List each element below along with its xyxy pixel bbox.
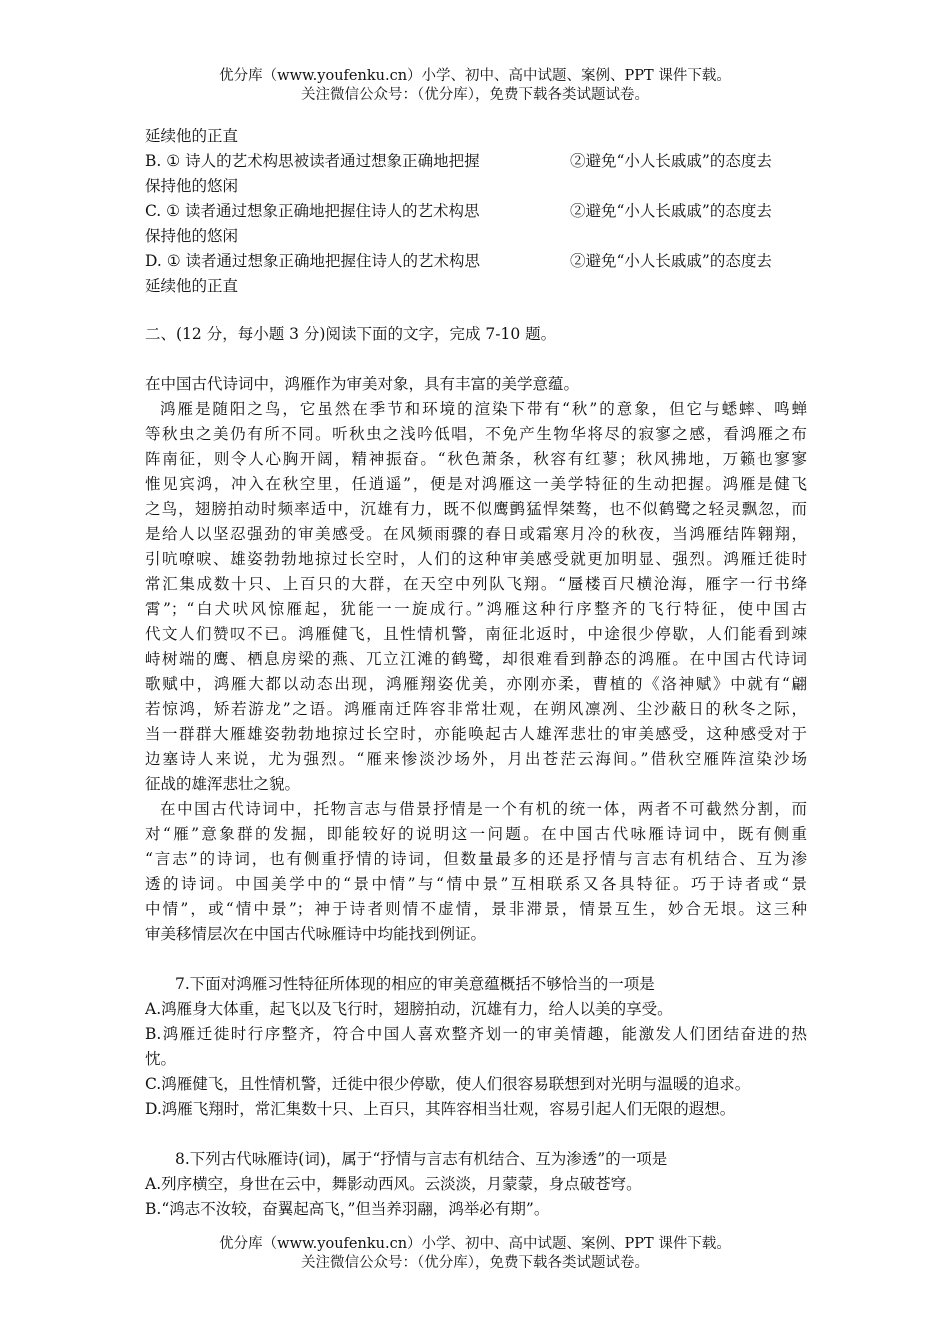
page-header-line-2: 关注微信公众号：（优分库），免费下载各类试题试卷。 <box>301 87 649 103</box>
option-b-tail: 保持他的悠闲 <box>145 177 239 195</box>
passage-p1-line: 歌赋中，鸿雁大都以动态出现，鸿雁翔姿优美，亦刚亦柔，曹植的《洛神赋》中就有“翩 <box>145 675 807 693</box>
page-header-line-1: 优分库（www.youfenku.cn）小学、初中、高中试题、案例、PPT 课件下载。 <box>219 68 731 84</box>
passage-p2-line: 对“雁”意象群的发掘，即能较好的说明这一问题。在中国古代咏雁诗词中，既有侧重 <box>145 825 807 843</box>
question-7-option-b-tail: 忱。 <box>145 1050 177 1068</box>
passage-p1-line: 鸿雁是随阳之鸟，它虽然在季节和环境的渲染下带有“秋”的意象，但它与蟋蟀、鸣蝉 <box>160 400 807 418</box>
passage-p2-line: 中情”，或“情中景”；神于诗者则情不虚情，景非滞景，情景互生，妙合无垠。这三种 <box>145 900 807 918</box>
option-c-left: C. ① 读者通过想象正确地把握住诗人的艺术构思 <box>145 202 480 220</box>
passage-p1-line: 征战的雄浑悲壮之貌。 <box>145 775 301 793</box>
passage-p2-line: “言志”的诗词，也有侧重抒情的诗词，但数量最多的还是抒情与言志有机结合、互为渗 <box>145 850 807 868</box>
option-d-right: ②避免“小人长戚戚”的态度去 <box>570 252 772 270</box>
question-7-option-d: D.鸿雁飞翔时，常汇集数十只、上百只，其阵容相当壮观，容易引起人们无限的遐想。 <box>145 1100 736 1118</box>
option-c-right: ②避免“小人长戚戚”的态度去 <box>570 202 772 220</box>
passage-p2-line: 审美移情层次在中国古代咏雁诗中均能找到例证。 <box>145 925 487 943</box>
passage-p1-line: 霄”；“白犬吠风惊雁起，犹能一一旋成行。”鸿雁这种行序整齐的飞行特征，使中国古 <box>145 600 807 618</box>
passage-p1-line: 等秋虫之美仍有所不同。听秋虫之浅吟低唱，不免产生物华将尽的寂寥之感，看鸿雁之布 <box>145 425 807 443</box>
passage-p1-line: 引吭嘹唳、雄姿勃勃地掠过长空时，人们的这种审美感受就更加明显、强烈。鸿雁迁徙时 <box>145 550 807 568</box>
page-footer-line-2: 关注微信公众号：（优分库），免费下载各类试题试卷。 <box>301 1255 649 1271</box>
passage-p2-line: 在中国古代诗词中，托物言志与借景抒情是一个有机的统一体，两者不可截然分割，而 <box>160 800 807 818</box>
question-7-stem: 7.下面对鸿雁习性特征所体现的相应的审美意蕴概括不够恰当的一项是 <box>175 975 655 993</box>
question-8-stem: 8.下列古代咏雁诗(词)，属于“抒情与言志有机结合、互为渗透”的一项是 <box>175 1150 668 1168</box>
passage-p1-line: 若惊鸿，矫若游龙”之语。鸿雁南迁阵容非常壮观，在朔风凛冽、尘沙蔽日的秋冬之际， <box>145 700 807 718</box>
option-d-left: D. ① 读者通过想象正确地把握住诗人的艺术构思 <box>145 252 481 270</box>
passage-p1-line: 之鸟，翅膀拍动时频率适中，沉雄有力，既不似鹰鹯猛悍桀骜，也不似鹤鹭之轻灵飘忽，而 <box>145 500 807 518</box>
question-8-option-a: A.列序横空，身世在云中，舞影动西风。云淡淡，月蒙蒙，身点破苍穹。 <box>145 1175 642 1193</box>
passage-p2-line: 透的诗词。中国美学中的“景中情”与“情中景”互相联系又各具特征。巧于诗者或“景 <box>145 875 807 893</box>
section-title: 二、(12 分，每小题 3 分)阅读下面的文字，完成 7-10 题。 <box>145 325 557 343</box>
passage-p1-line: 峙树端的鹰、栖息房梁的燕、兀立江滩的鹤鹭，却很难看到静态的鸿雁。在中国古代诗词 <box>145 650 807 668</box>
passage-p1-line: 常汇集成数十只、上百只的大群，在天空中列队飞翔。“蜃楼百尺横沧海，雁字一行书绛 <box>145 575 807 593</box>
option-c-tail: 保持他的悠闲 <box>145 227 239 245</box>
option-a-tail: 延续他的正直 <box>145 127 239 145</box>
question-8-option-b: B.“鸿志不汝较，奋翼起高飞，”但当养羽翮，鸿举必有期”。 <box>145 1200 550 1218</box>
option-d-tail: 延续他的正直 <box>145 277 239 295</box>
passage-p1-line: 边塞诗人来说，尤为强烈。“雁来惨淡沙场外，月出苍茫云海间。”借秋空雁阵渲染沙场 <box>145 750 807 768</box>
question-7-option-a: A.鸿雁身大体重，起飞以及飞行时，翅膀拍动，沉雄有力，给人以美的享受。 <box>145 1000 673 1018</box>
option-b-right: ②避免“小人长戚戚”的态度去 <box>570 152 772 170</box>
question-7-option-b: B.鸿雁迁徙时行序整齐，符合中国人喜欢整齐划一的审美情趣，能激发人们团结奋进的热 <box>145 1025 807 1043</box>
passage-p1-line: 代文人们赞叹不已。鸿雁健飞，且性情机警，南征北返时，中途很少停歇，人们能看到竦 <box>145 625 807 643</box>
option-b-left: B. ① 诗人的艺术构思被读者通过想象正确地把握 <box>145 152 480 170</box>
passage-p1-line: 是给人以坚忍强劲的审美感受。在风频雨骤的春日或霜寒月冷的秋夜，当鸿雁结阵翱翔， <box>145 525 807 543</box>
page-footer-line-1: 优分库（www.youfenku.cn）小学、初中、高中试题、案例、PPT 课件下载。 <box>219 1236 731 1252</box>
passage-p1-line: 当一群群大雁雄姿勃勃地掠过长空时，亦能唤起古人雄浑悲壮的审美感受，这种感受对于 <box>145 725 807 743</box>
passage-p1-line: 惟见宾鸿，冲入在秋空里，任逍遥”，便是对鸿雁这一美学特征的生动把握。鸿雁是健飞 <box>145 475 807 493</box>
question-7-option-c: C.鸿雁健飞，且性情机警，迁徙中很少停歇，使人们很容易联想到对光明与温暖的追求。 <box>145 1075 751 1093</box>
passage-intro: 在中国古代诗词中，鸿雁作为审美对象，具有丰富的美学意蕴。 <box>145 375 580 393</box>
passage-p1-line: 阵南征，则令人心胸开阔，精神振奋。“秋色萧条，秋容有红蓼；秋风拂地，万籁也寥寥 <box>145 450 807 468</box>
